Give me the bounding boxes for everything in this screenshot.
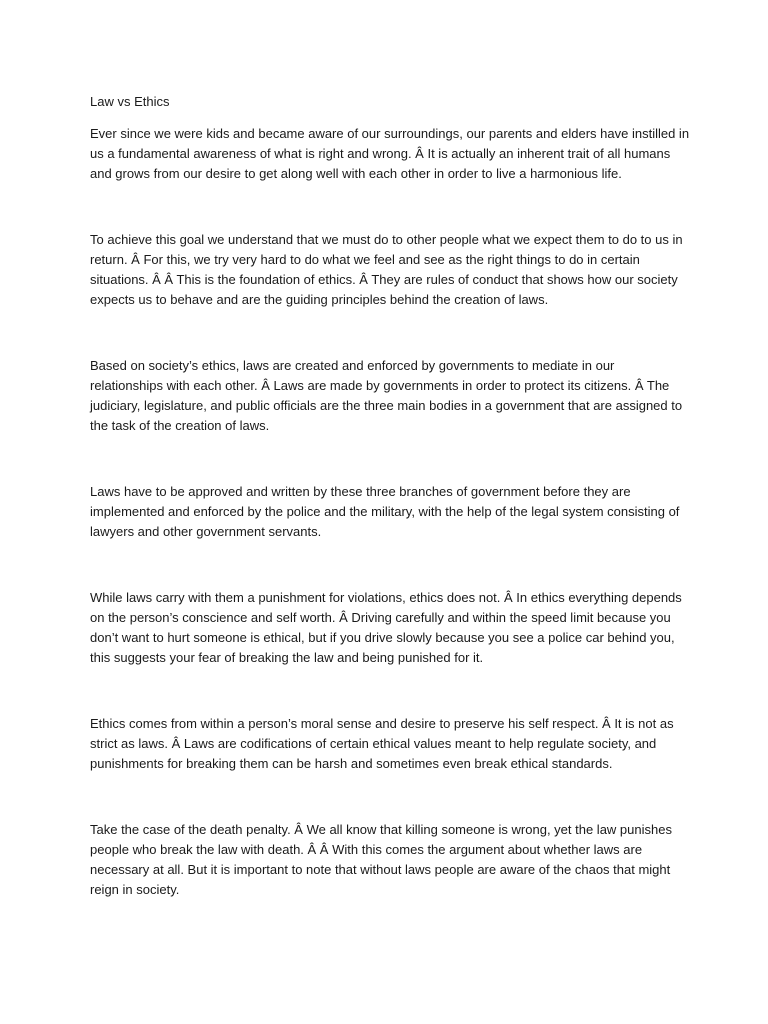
document-page bbox=[90, 92, 690, 900]
paragraph-2: To achieve this goal we understand that we must do to other people what we expect them to do to us in return. Â For this, we try very hard to do what we feel and see as the right things to do in certain situations. Â Â This is the foundation of ethics. Â They are rules of conduct that shows how our society expects us to behave and are the guiding principles behind the creation of laws. bbox=[90, 232, 683, 307]
paragraph-4: Laws have to be approved and written by these three branches of government before they are implemented and enforced by the police and the military, with the help of the legal system consisting of lawyers and other government servants. bbox=[90, 484, 680, 539]
paragraph-3: Based on society’s ethics, laws are created and enforced by governments to mediate in our relationships with each other. Â Laws are made by governments in order to protect its citizens. Â The judiciary, legislature, and public officials are the three main bodies in a government that are assigned to the task of the creation of laws. bbox=[90, 358, 683, 433]
paragraph-1: Ever since we were kids and became aware of our surroundings, our parents and elders have instilled in us a fundamental awareness of what is right and wrong. Â It is actually an inherent trait of all humans and grows from our desire to get along well with each other in order to live a harmonious life. bbox=[90, 126, 690, 181]
paragraph-5: While laws carry with them a punishment for violations, ethics does not. Â In ethics everything depends on the person’s conscience and self worth. Â Driving carefully and within the speed limit because you don’t want to hurt someone is ethical, but if you drive slowly because you see a police car behind you, this suggests your fear of breaking the law and being punished for it. bbox=[90, 590, 682, 665]
document-title: Law vs Ethics bbox=[90, 94, 170, 109]
paragraph-6: Ethics comes from within a person’s moral sense and desire to preserve his self respect. Â It is not as strict as laws. Â Laws are codifications of certain ethical values meant to help regulate society, and punishments for breaking them can be harsh and sometimes even break ethical standards. bbox=[90, 716, 674, 771]
paragraph-7: Take the case of the death penalty. Â We all know that killing someone is wrong, yet the law punishes people who break the law with death. Â Â With this comes the argument about whether laws are necessary at all. But it is important to note that without laws people are aware of the chaos that might reign in society. bbox=[90, 822, 672, 897]
